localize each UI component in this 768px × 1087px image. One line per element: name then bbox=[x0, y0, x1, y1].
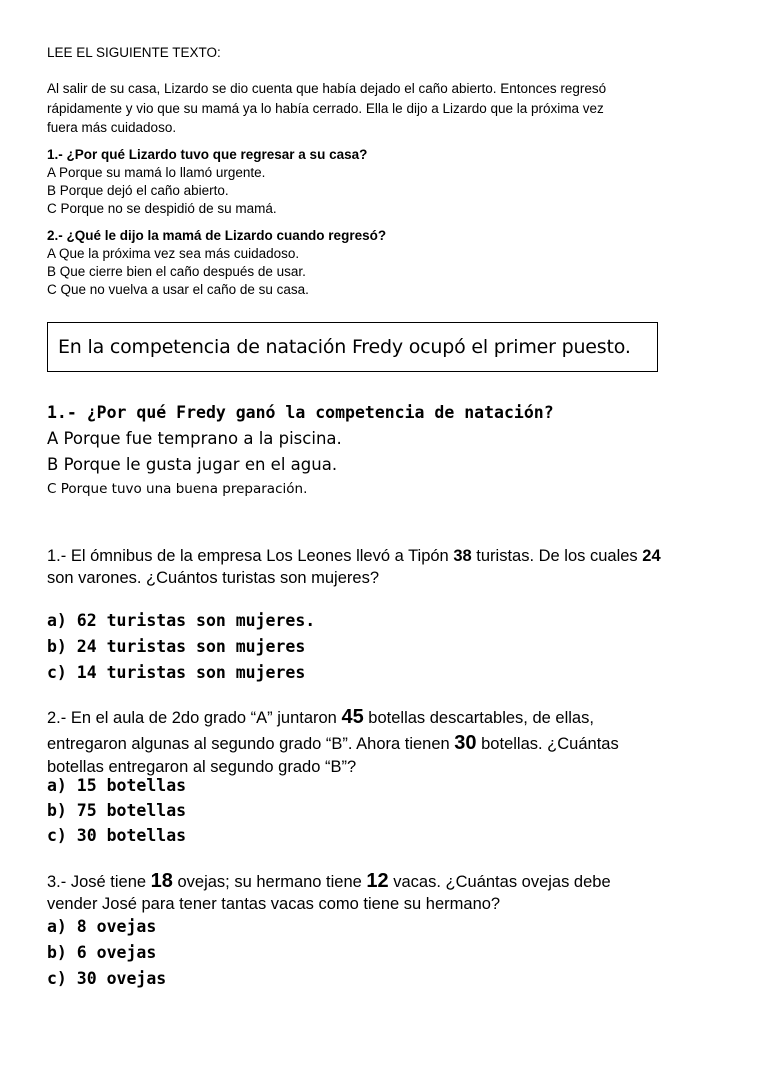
statement-text: En la competencia de natación Fredy ocupó el primer puesto. bbox=[58, 336, 631, 358]
math-2-number: 45 bbox=[341, 706, 364, 728]
question-1-option-a: A Porque su mamá lo llamó urgente. bbox=[47, 165, 266, 180]
math-3-option-a: a) 8 ovejas bbox=[47, 917, 157, 936]
math-1-number: 24 bbox=[642, 547, 661, 565]
math-3-text: vacas. ¿Cuántas ovejas debe bbox=[388, 873, 611, 891]
math-problem-1 bbox=[47, 545, 737, 589]
math-1-line-1 bbox=[47, 545, 737, 567]
math-2-text: 2.- En el aula de 2do grado “A” juntaron bbox=[47, 709, 342, 727]
math-problem-3 bbox=[47, 870, 737, 915]
math-3-number: 18 bbox=[150, 870, 173, 892]
fredy-option-c: C Porque tuvo una buena preparación. bbox=[47, 481, 308, 497]
question-1 bbox=[47, 146, 737, 218]
math-2-line-3: botellas entregaron al segundo grado “B”? bbox=[47, 758, 357, 776]
math-3-line-2: vender José para tener tantas vacas como tiene su hermano? bbox=[47, 895, 501, 913]
math-3-options bbox=[47, 914, 737, 992]
fredy-question bbox=[47, 400, 737, 500]
math-3-option-b: b) 6 ovejas bbox=[47, 943, 157, 962]
math-1-option-a: a) 62 turistas son mujeres. bbox=[47, 611, 316, 630]
math-2-option-c: c) 30 botellas bbox=[47, 826, 187, 845]
math-1-option-c: c) 14 turistas son mujeres bbox=[47, 663, 306, 682]
math-3-line-1 bbox=[47, 870, 737, 893]
math-2-line-1 bbox=[47, 705, 737, 731]
math-2-number: 30 bbox=[454, 732, 477, 754]
math-1-line-2: son varones. ¿Cuántos turistas son mujeres? bbox=[47, 569, 379, 587]
paragraph-line: rápidamente y vio que su mamá ya lo había cerrado. Ella le dijo a Lizardo que la próxima vez bbox=[47, 100, 604, 116]
question-1-text: 1.- ¿Por qué Lizardo tuvo que regresar a su casa? bbox=[47, 147, 368, 162]
question-2-option-a: A Que la próxima vez sea más cuidadoso. bbox=[47, 246, 300, 261]
question-2-option-c: C Que no vuelva a usar el caño de su casa. bbox=[47, 282, 309, 297]
math-1-text: turistas. De los cuales bbox=[471, 547, 643, 565]
reading-paragraph bbox=[47, 79, 737, 138]
question-1-option-c: C Porque no se despidió de su mamá. bbox=[47, 201, 277, 216]
math-2-option-a: a) 15 botellas bbox=[47, 776, 187, 795]
math-2-line-2 bbox=[47, 731, 737, 757]
math-1-number: 38 bbox=[453, 547, 472, 565]
math-2-text: botellas. ¿Cuántas bbox=[476, 735, 619, 753]
statement-box bbox=[47, 322, 658, 372]
math-1-options bbox=[47, 608, 737, 686]
math-problem-2 bbox=[47, 705, 737, 777]
fredy-option-a: A Porque fue temprano a la piscina. bbox=[47, 429, 342, 448]
question-2 bbox=[47, 227, 737, 299]
math-1-option-b: b) 24 turistas son mujeres bbox=[47, 637, 306, 656]
math-3-text: 3.- José tiene bbox=[47, 873, 151, 891]
math-3-text: ovejas; su hermano tiene bbox=[172, 873, 367, 891]
math-3-option-c: c) 30 ovejas bbox=[47, 969, 167, 988]
math-3-number: 12 bbox=[366, 870, 389, 892]
question-2-option-b: B Que cierre bien el caño después de usar. bbox=[47, 264, 306, 279]
math-1-text: 1.- El ómnibus de la empresa Los Leones llevó a Tipón bbox=[47, 547, 454, 565]
fredy-question-text: 1.- ¿Por qué Fredy ganó la competencia de natación? bbox=[47, 403, 554, 422]
reading-heading-text: LEE EL SIGUIENTE TEXTO: bbox=[47, 45, 221, 60]
reading-heading bbox=[47, 44, 737, 62]
math-2-option-b: b) 75 botellas bbox=[47, 801, 187, 820]
math-2-text: entregaron algunas al segundo grado “B”. Ahora tienen bbox=[47, 735, 455, 753]
fredy-option-b: B Porque le gusta jugar en el agua. bbox=[47, 455, 338, 474]
math-2-options bbox=[47, 773, 737, 848]
question-2-text: 2.- ¿Qué le dijo la mamá de Lizardo cuando regresó? bbox=[47, 228, 387, 243]
math-2-text: botellas descartables, de ellas, bbox=[363, 709, 594, 727]
paragraph-line: Al salir de su casa, Lizardo se dio cuenta que había dejado el caño abierto. Entonces regresó bbox=[47, 81, 607, 96]
paragraph-line: fuera más cuidadoso. bbox=[47, 120, 177, 135]
question-1-option-b: B Porque dejó el caño abierto. bbox=[47, 183, 229, 198]
